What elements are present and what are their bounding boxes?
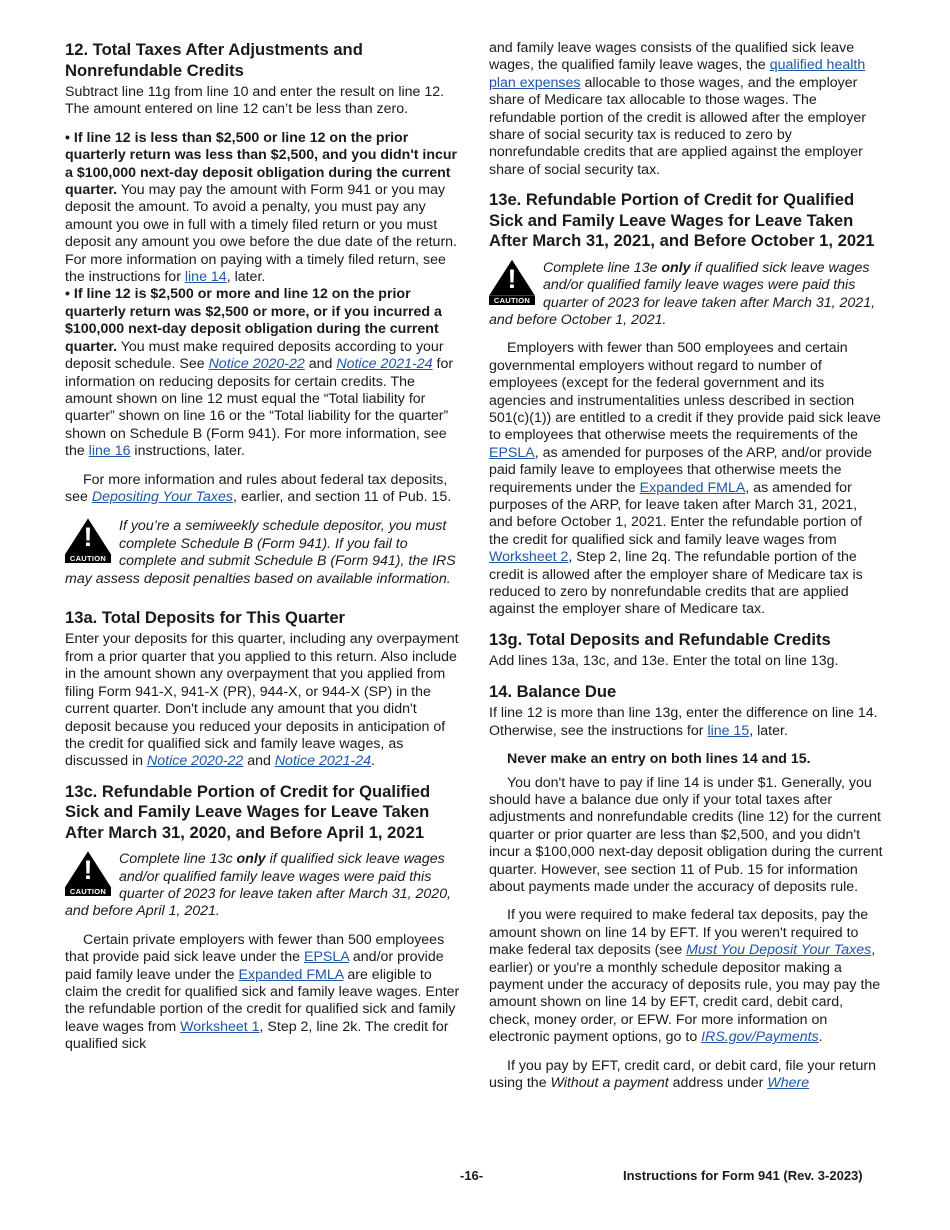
line-14-paragraph-4: If you pay by EFT, credit card, or debit card, file your return using the Without a payment address under Where [489,1057,877,1091]
line-13e-paragraph: Employers with fewer than 500 employees and certain governmental employers without regard to number of employees (except for the federal government and its agencies and instrumentalities unless described in section 501(c)(1)) are entitled to a credit if they provide paid sick leave to employees that otherwise meets the requirements of the EPSLA, as amended for purposes of the ARP, and/or provide paid family leave to employees that otherwise meets the requirements under the Expanded FMLA, as amended for purposes of the ARP, for leave taken after March 31, 2021, and before October 1, 2021. Enter the refundable portion of the credit for qualified sick and family leave wages from Worksheet 2, Step 2, line 2q. The refundable portion of the credit is allowed after the employer share of Medicare tax is reduced to zero by nonrefundable credits that are applied against the employer share of Medicare tax. [489,340,881,618]
page-number: -16- [460,1168,484,1183]
line-14-paragraph-3: If you were required to make federal tax deposits, pay the amount shown on line 14 by EFT. If you weren't required to make federal tax deposits (see Must You Deposit Your Taxes, earlier) or you're a monthly schedule depositor making a payment under the accuracy of deposits rule, you may pay the amount shown on line 14 by EFT, credit card, debit card, check, money order, or EFW. For more information on electronic payment options, go to IRS.gov/Payments. [489,907,881,1046]
link-must-you-deposit[interactable]: Must You Deposit Your Taxes [686,942,872,959]
credit-continuation-paragraph: and family leave wages consists of the qualified sick leave wages, the qualified family leave wages, the qualified health plan expenses allocable to those wages, and the employer share of Medicare tax allocable to those wages. The refundable portion of the credit is allowed after the employer share of social security tax is reduced to zero by nonrefundable credits that are applied against the employer share of social security tax. [489,40,866,178]
link-where[interactable]: Where [767,1075,810,1091]
form-footer-title: Instructions for Form 941 (Rev. 3-2023) [623,1168,863,1183]
link-line-16[interactable]: line 16 [88,443,131,460]
caution-line-13c: ! CAUTION Complete line 13c only if qualified sick leave wages and/or qualified family leave wages were paid this quarter of 2023 for leave taken after March 31, 2020, and before April 1, 2021. [65,851,452,920]
never-both-lines-note: Never make an entry on both lines 14 and 15. [507,751,811,768]
heading-line-14: 14. Balance Due [489,681,617,701]
heading-line-12: 12. Total Taxes After Adjustments and Nonrefundable Credits [65,40,363,80]
link-irs-payments[interactable]: IRS.gov/Payments [701,1029,819,1046]
link-expanded-fmla[interactable]: Expanded FMLA [238,966,344,983]
heading-line-13g: 13g. Total Deposits and Refundable Credits [489,629,831,649]
line-14-intro: If line 12 is more than line 13g, enter the difference on line 14. Otherwise, see the instructions for line 15, later. [489,705,878,739]
link-line-15[interactable]: line 15 [707,722,750,739]
heading-line-13a: 13a. Total Deposits for This Quarter [65,607,346,627]
right-column [489,40,884,1092]
link-worksheet-2[interactable]: Worksheet 2 [489,549,569,566]
caution-line-13e: ! CAUTION Complete line 13e only if qualified sick leave wages and/or qualified family leave wages were paid this quarter of 2023 for leave taken after March 31, 2021, and before October 1, 2021. [489,259,876,328]
line-13c-paragraph: Certain private employers with fewer than 500 employees that provide paid sick leave under the EPSLA and/or provide paid family leave under the Expanded FMLA are eligible to claim the credit for qualified sick and family leave wages. Enter the refundable portion of the credit for qualified sick and family leave wages from Worksheet 1, Step 2, line 2k. The credit for qualified sick [65,931,460,1053]
line-12-bullet-1: • If line 12 is less than $2,500 or line 12 on the prior quarterly return was less than $2,500, and you didn't incur a $100,000 next-day deposit obligation during the current quarter. You may pay the amount with Form 941 or you may deposit the amount. To avoid a penalty, you must pay any amount you owe in full with a timely filed return or you must deposit any amount you owe before the due date of the return. For more information on paying with a timely filed return, see the instructions for line 14, later. [65,130,463,287]
link-qualified-health-plan-expenses[interactable]: qualified health plan expenses [489,57,866,91]
caution-icon: ! CAUTION [65,518,111,562]
link-line-14[interactable]: line 14 [184,269,227,286]
left-column [65,40,463,1054]
heading-line-13e: 13e. Refundable Portion of Credit for Qualified Sick and Family Leave Wages for Leave Taken After March 31, 2021, and Before October 1, 2021 [489,190,875,251]
deposit-rules-paragraph: For more information and rules about federal tax deposits, see Depositing Your Taxes, earlier, and section 11 of Pub. 15. [65,471,452,505]
line-14-paragraph-2: You don't have to pay if line 14 is under $1. Generally, you should have a balance due only if your total taxes after adjustments and nonrefundable credits (line 12) for the current quarter or prior quarter are less than $2,500, and you didn't incur a $100,000 next-day deposit obligation during the current quarter. However, see section 11 of Pub. 15 for information about payments made under the accuracy of deposits rule. [489,774,883,895]
link-notice-2020-22[interactable]: Notice 2020-22 [147,753,244,770]
line-13a-paragraph: Enter your deposits for this quarter, including any overpayment from a prior quarter that you applied to this return. Also include in the amount shown any overpayment that you applied from filing Form 941-X, 941-X (PR), 944-X, or 944-X (SP) in the current quarter. Don't include any amount that you didn't deposit because you reduced your deposits in anticipation of the credit for qualified sick and family leave wages, as discussed in Notice 2020-22 and Notice 2021-24. [65,631,459,770]
heading-line-13c: 13c. Refundable Portion of Credit for Qualified Sick and Family Leave Wages for Leave Taken After March 31, 2020, and Before April 1, 2021 [65,781,431,842]
caution-icon: ! CAUTION [489,260,535,304]
link-expanded-fmla[interactable]: Expanded FMLA [639,479,746,496]
line-12-bullet-2: • If line 12 is $2,500 or more and line 12 on the prior quarterly return was $2,500 or more, or if you incurred a $100,000 next-day deposit obligation during the current quarter. You must make required deposits according to your deposit schedule. See Notice 2020-22 and Notice 2021-24 for information on reducing deposits for certain credits. The amount shown on line 12 must equal the “Total liability for quarter” shown on line 16 or the “Total liability for the quarter” shown on Schedule B (Form 941). For more information, see the line 16 instructions, later. [65,286,463,460]
link-worksheet-1[interactable]: Worksheet 1 [180,1018,260,1035]
line-12-intro: Subtract line 11g from line 10 and enter the result on line 12. The amount entered on line 12 can’t be less than zero. [65,84,445,118]
link-notice-2021-24[interactable]: Notice 2021-24 [336,356,433,373]
link-epsla[interactable]: EPSLA [489,444,535,461]
caution-icon: ! CAUTION [65,851,111,895]
link-notice-2020-22[interactable]: Notice 2020-22 [208,356,305,373]
link-depositing-your-taxes[interactable]: Depositing Your Taxes [91,488,234,505]
link-notice-2021-24[interactable]: Notice 2021-24 [274,753,372,770]
line-13g-paragraph: Add lines 13a, 13c, and 13e. Enter the total on line 13g. [489,653,839,670]
caution-semiweekly: ! CAUTION If you’re a semiweekly schedule depositor, you must complete Schedule B (Form 941). If you fail to complete and submit Schedule B (Form 941), the IRS may assess deposit penalties based on available information. [65,518,456,587]
link-epsla[interactable]: EPSLA [303,949,349,966]
